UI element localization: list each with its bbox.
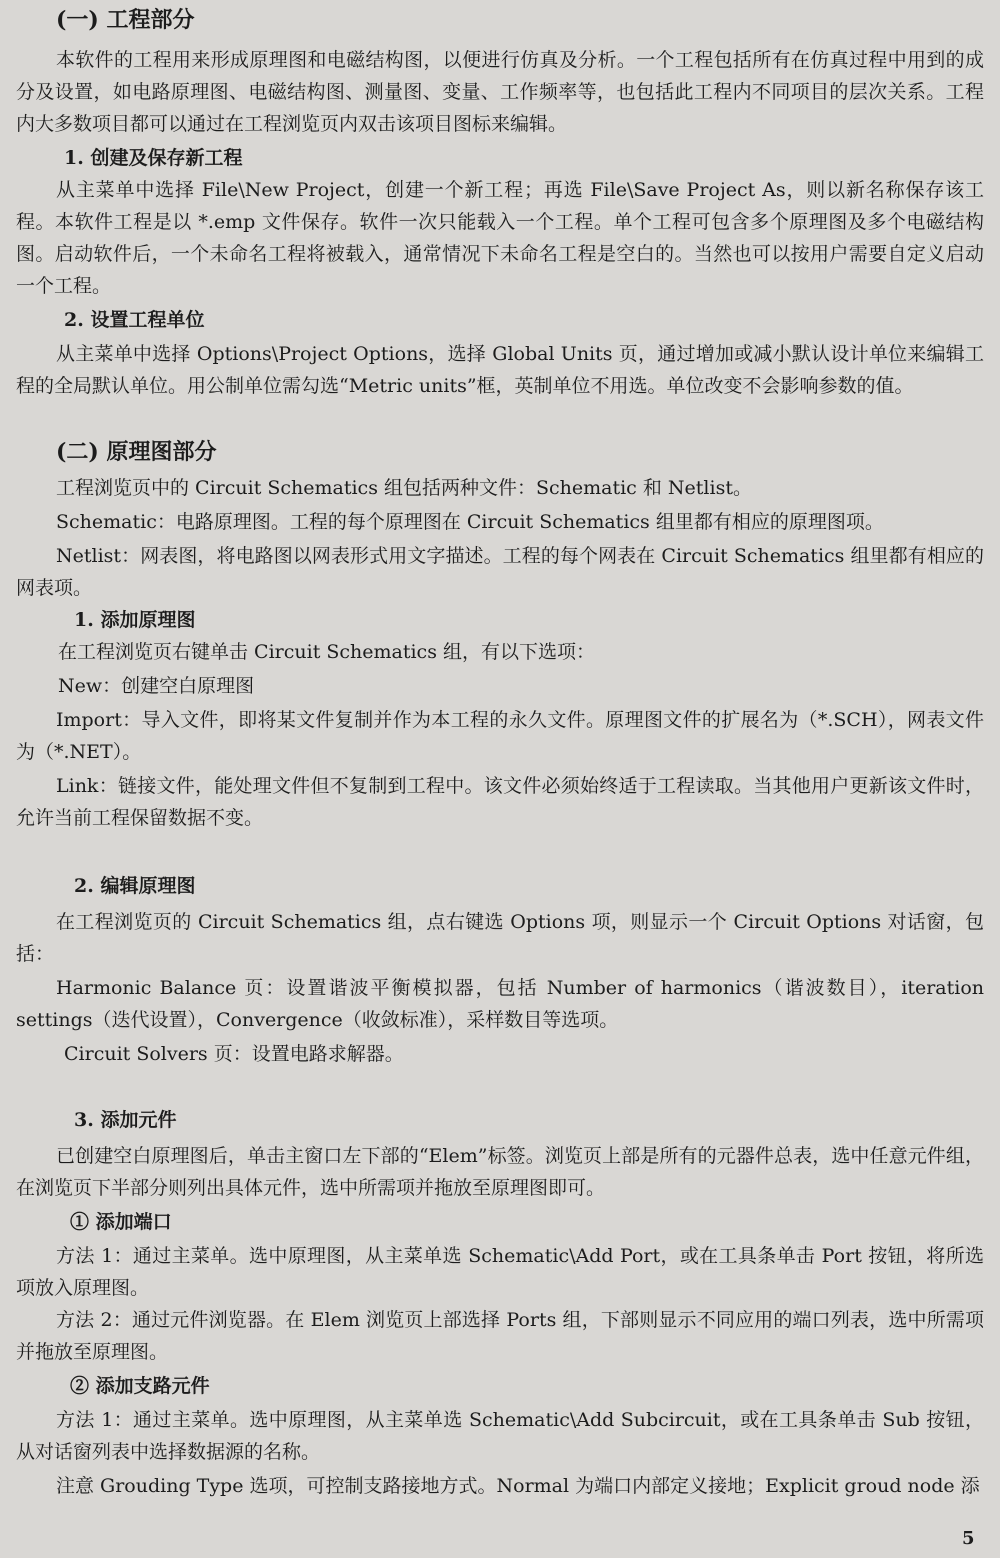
paragraph-project-units: 从主菜单中选择 Options\Project Options，选择 Global Units 页，通过增加或减小默认设计单位来编辑工程的全局默认单位。用公制单位需勾选“Metric units”框，英制单位不用选。单位改变不会影响参数的值。 <box>16 343 984 397</box>
paragraph-port-method-1: 方法 1：通过主菜单。选中原理图，从主菜单选 Schematic\Add Port，或在工具条单击 Port 按钮，将所选项放入原理图。 <box>16 1245 984 1299</box>
paragraph-port-method-2: 方法 2：通过元件浏览器。在 Elem 浏览页上部选择 Ports 组，下部则显示不同应用的端口列表，选中所需项并拖放至原理图。 <box>16 1309 984 1363</box>
paragraph-schematic-def: Schematic：电路原理图。工程的每个原理图在 Circuit Schematics 组里都有相应的原理图项。 <box>56 511 884 533</box>
paragraph-link: Link：链接文件，能处理文件但不复制到工程中。该文件必须始终适于工程读取。当其他用户更新该文件时，允许当前工程保留数据不变。 <box>16 775 984 829</box>
paragraph-create-save: 从主菜单中选择 File\New Project，创建一个新工程；再选 File\Save Project As，则以新名称保存该工程。本软件工程是以 *.emp 文件保存。软件一次只能载入一个工程。单个工程可包含多个原理图及多个电磁结构图。启动软件后，一个未命名工程将被载入，通常情况下未命名工程是空白的。当然也可以按用户需要自定义启动一个工程。 <box>16 179 984 297</box>
heading-add-port: ① 添加端口 <box>70 1211 172 1233</box>
heading-project-units: 2. 设置工程单位 <box>64 309 205 331</box>
paragraph-edit-schematic: 在工程浏览页的 Circuit Schematics 组，点右键选 Options 项，则显示一个 Circuit Options 对话窗，包括： <box>16 911 984 965</box>
paragraph-add-elements: 已创建空白原理图后，单击主窗口左下部的“Elem”标签。浏览页上部是所有的元器件总表，选中任意元件组，在浏览页下半部分则列出具体元件，选中所需项并拖放至原理图即可。 <box>16 1145 984 1199</box>
paragraph-harmonic-balance: Harmonic Balance 页：设置谐波平衡模拟器，包括 Number of harmonics（谐波数目），iteration settings（迭代设置），Convergence（收敛标准），采样数目等选项。 <box>16 977 984 1031</box>
paragraph-import: Import：导入文件，即将某文件复制并作为本工程的永久文件。原理图文件的扩展名为（*.SCH），网表文件为（*.NET）。 <box>16 709 984 763</box>
paragraph-project-intro: 本软件的工程用来形成原理图和电磁结构图，以便进行仿真及分析。一个工程包括所有在仿真过程中用到的成分及设置，如电路原理图、电磁结构图、测量图、变量、工作频率等，也包括此工程内不同项目的层次关系。工程内大多数项目都可以通过在工程浏览页内双击该项目图标来编辑。 <box>16 49 984 135</box>
section-title-project: (一) 工程部分 <box>56 7 195 33</box>
paragraph-netlist-def: Netlist：网表图，将电路图以网表形式用文字描述。工程的每个网表在 Circuit Schematics 组里都有相应的网表项。 <box>16 545 984 599</box>
heading-edit-schematic: 2. 编辑原理图 <box>74 875 196 897</box>
paragraph-schematic-intro: 工程浏览页中的 Circuit Schematics 组包括两种文件：Schematic 和 Netlist。 <box>56 477 752 499</box>
paragraph-subcircuit-method-1: 方法 1：通过主菜单。选中原理图，从主菜单选 Schematic\Add Subcircuit，或在工具条单击 Sub 按钮，从对话窗列表中选择数据源的名称。 <box>16 1409 984 1463</box>
paragraph-grounding-note: 注意 Grouding Type 选项，可控制支路接地方式。Normal 为端口内部定义接地；Explicit groud node 添 <box>56 1475 980 1497</box>
page-number: 5 <box>962 1528 975 1549</box>
heading-add-subcircuit: ② 添加支路元件 <box>70 1375 210 1397</box>
heading-add-schematic: 1. 添加原理图 <box>74 609 196 631</box>
section-title-schematic: (二) 原理图部分 <box>56 439 217 465</box>
line-right-click: 在工程浏览页右键单击 Circuit Schematics 组，有以下选项： <box>58 641 595 663</box>
line-circuit-solvers: Circuit Solvers 页：设置电路求解器。 <box>64 1043 404 1065</box>
heading-add-elements: 3. 添加元件 <box>74 1109 177 1131</box>
heading-create-save: 1. 创建及保存新工程 <box>64 147 243 169</box>
line-new-option: New：创建空白原理图 <box>58 675 255 697</box>
